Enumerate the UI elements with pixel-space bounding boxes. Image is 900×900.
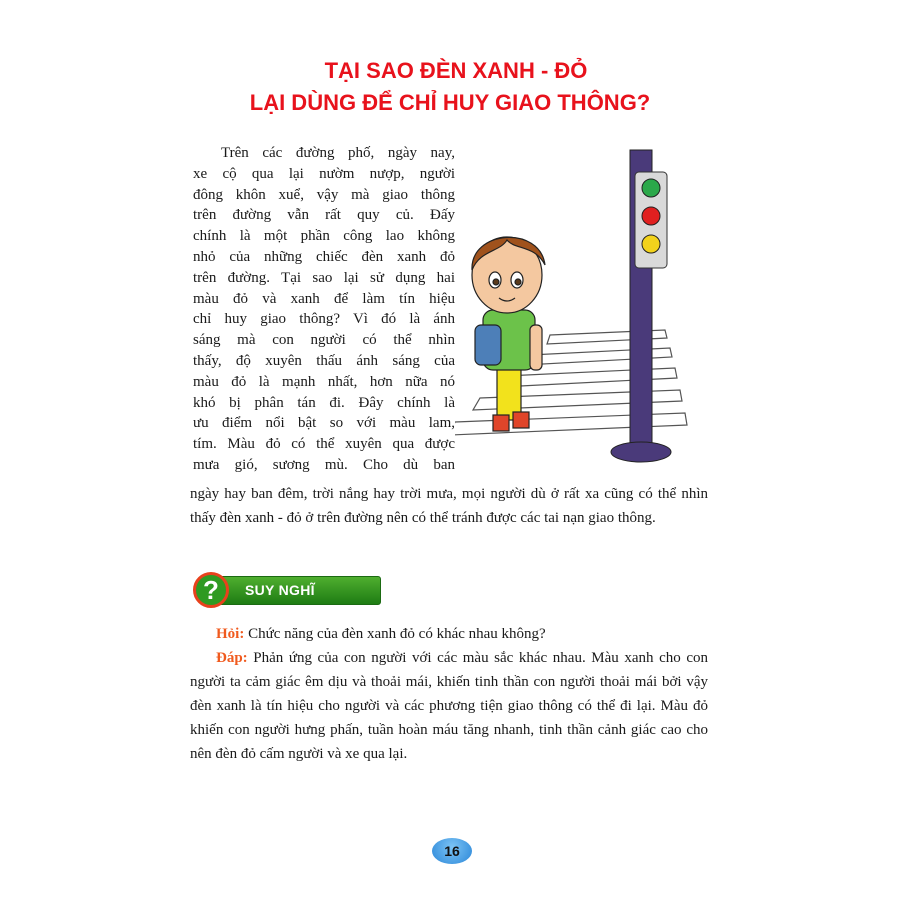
answer-text: Phản ứng của con người với các màu sắc khác nhau. Màu xanh cho con người ta cảm giác êm dịu và thoải mái, khiến tinh thần con người thoải mái bởi vậy đèn xanh là tín hiệu cho người và các phương tiện giao thông có thể đi lại. Màu đỏ khiến con người hưng phấn, tuần hoàn máu tăng nhanh, tinh thần cảnh giác cao cho nên đèn đỏ cấm người và xe qua lại. (190, 650, 708, 762)
text-line: màu đỏ là mạnh nhất, hơn nữa nó (193, 373, 455, 390)
page-title-line-2: LẠI DÙNG ĐỂ CHỈ HUY GIAO THÔNG? (249, 90, 651, 115)
continuation-paragraph: ngày hay ban đêm, trời nắng hay trời mưa, mọi người dù ở rất xa cũng có thể nhìn thấy đèn xanh - đỏ ở trên đường nên có thể tránh được các tai nạn giao thông. (190, 486, 708, 526)
text-line: trên đường. Tại sao lại sử dụng hai (193, 269, 455, 286)
text-line: đông khôn xuể, vậy mà giao thông (193, 186, 455, 203)
text-line: nhỏ của những chiếc đèn xanh đỏ (193, 248, 455, 265)
text-line: chính là một phần công lao không (193, 228, 455, 245)
page-number-badge: 16 (432, 838, 472, 864)
text-line: khó bị phân tán đi. Đây chính là (193, 394, 455, 411)
text-line: màu đỏ và xanh để làm tín hiệu (193, 290, 455, 307)
page-title-line-1: TẠI SAO ĐÈN XANH - ĐỎ (324, 58, 588, 83)
text-line: Trên các đường phố, ngày nay, (221, 145, 455, 161)
intro-paragraph (193, 143, 455, 476)
answer-label: Đáp: (216, 650, 248, 666)
suy-nghi-section-header (193, 572, 381, 608)
question (190, 622, 708, 646)
text-line: sáng mà con người có thể nhìn (193, 332, 455, 349)
text-line: trên đường vẫn rất quy củ. Đấy (193, 207, 455, 224)
text-line: tím. Màu đỏ có thể xuyên qua được (193, 436, 455, 453)
text-line: mưa gió, sương mù. Cho dù ban (193, 456, 455, 473)
question-label: Hỏi: (216, 626, 245, 642)
question-answer (190, 622, 708, 766)
boy-crossing-street-illustration (455, 140, 710, 475)
answer (190, 646, 708, 766)
question-mark-icon: ? (193, 572, 229, 608)
text-line: chỉ huy giao thông? Vì đó là ánh (193, 311, 455, 328)
text-line: thấy, độ xuyên thấu ánh sáng của (193, 352, 455, 369)
question-text: Chức năng của đèn xanh đỏ có khác nhau không? (244, 626, 546, 642)
text-line: ưu điểm nổi bật so với màu lam, (193, 415, 455, 432)
section-label: SUY NGHĨ (245, 582, 315, 598)
text-line: xe cộ qua lại nườm nượp, người (193, 165, 455, 182)
